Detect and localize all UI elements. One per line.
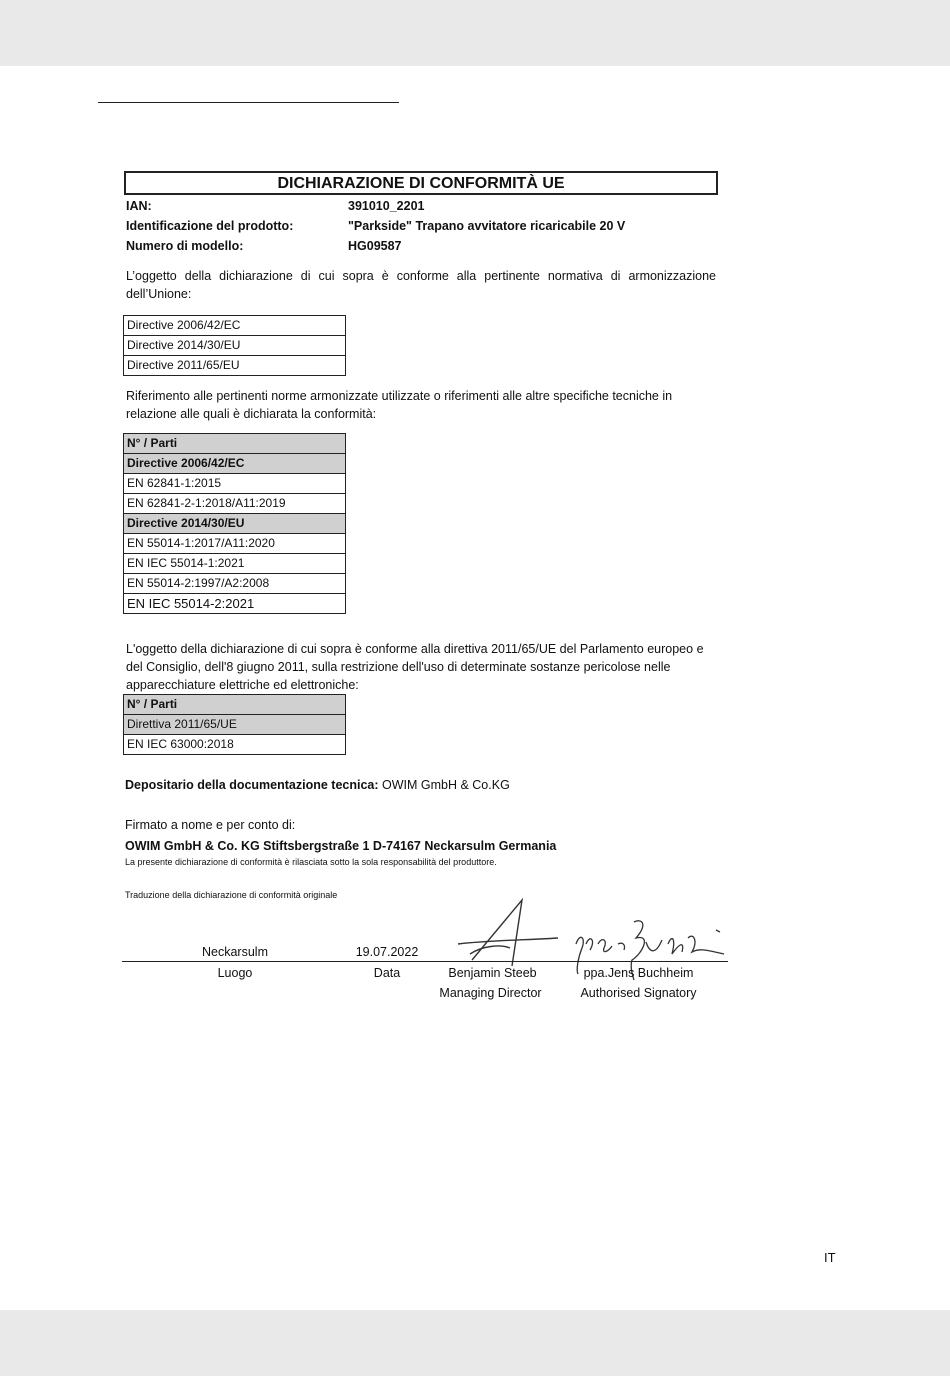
table-cell: EN 55014-1:2017/A11:2020 [124,534,346,554]
depositary-value: OWIM GmbH & Co.KG [378,778,510,792]
place-label: Luogo [217,966,253,980]
signature-line [122,961,728,962]
ian-label: IAN: [126,199,152,213]
table-row [124,695,346,715]
conformity-paragraph: L’oggetto della dichiarazione di cui sopra è conforme alla pertinente normativa di armonizzazione dell’Unione: [126,269,716,301]
table-header-cell: Directive 2006/42/EC [124,454,346,474]
table-row [124,316,346,336]
standards-table [123,433,346,614]
table-row [124,554,346,574]
table-row [124,594,346,614]
table-cell: Directive 2014/30/EU [124,336,346,356]
date-value: 19.07.2022 [355,945,419,959]
table-row [124,534,346,554]
directives-table [123,315,346,376]
company-address: OWIM GmbH & Co. KG Stiftsbergstraße 1 D-74167 Neckarsulm Germania [125,839,557,853]
table-row [124,574,346,594]
signed-for-text: Firmato a nome e per conto di: [125,818,296,832]
table-cell: EN IEC 55014-1:2021 [124,554,346,574]
table-header-cell: Direttiva 2011/65/UE [124,715,346,735]
table-row [124,735,346,755]
table-row [124,434,346,454]
translation-note: Traduzione della dichiarazione di conformità originale [125,890,338,900]
table-row [124,494,346,514]
table-header-cell: Directive 2014/30/EU [124,514,346,534]
depositary-label: Depositario della documentazione tecnica: [125,778,379,792]
table-header-cell: N° / Parti [124,434,346,454]
date-label: Data [373,966,401,980]
table-row [124,715,346,735]
table-cell: EN 62841-1:2015 [124,474,346,494]
top-rule [98,102,399,103]
model-value: HG09587 [348,239,402,253]
product-value: "Parkside" Trapano avvitatore ricaricabile 20 V [348,219,626,233]
table-row [124,454,346,474]
rohs-table [123,694,346,755]
table-header-cell: N° / Parti [124,695,346,715]
table-row [124,514,346,534]
signer1-role: Managing Director [439,986,542,1000]
standards-paragraph: Riferimento alle pertinenti norme armonizzate utilizzate o riferimenti alle altre specifiche tecniche in relazione alle quali è dichiarata la conformità: [126,389,673,421]
model-label: Numero di modello: [126,239,244,253]
table-cell: EN 55014-2:1997/A2:2008 [124,574,346,594]
depositary-line [125,776,510,794]
table-row [124,336,346,356]
table-cell: Directive 2006/42/EC [124,316,346,336]
product-label: Identificazione del prodotto: [126,219,294,233]
table-cell: EN IEC 55014-2:2021 [124,594,346,614]
table-cell: Directive 2011/65/EU [124,356,346,376]
signer1-name: Benjamin Steeb [448,966,537,980]
rohs-paragraph: L'oggetto della dichiarazione di cui sopra è conforme alla direttiva 2011/65/UE del Parlamento europeo e del Consiglio, dell'8 giugno 2011, sulla restrizione dell'uso di determinate sostanze pericolose nelle apparecchiature elettriche ed elettroniche: [126,642,704,692]
signature-steeb [440,896,570,976]
signer2-name: ppa.Jens Buchheim [583,966,694,980]
table-cell: EN IEC 63000:2018 [124,735,346,755]
table-row [124,356,346,376]
document-title: DICHIARAZIONE DI CONFORMITÀ UE [124,171,718,195]
language-code: IT [824,1250,836,1265]
responsibility-note: La presente dichiarazione di conformità è rilasciata sotto la sola responsabilità del produttore. [125,857,497,867]
table-row [124,474,346,494]
place-value: Neckarsulm [202,945,268,959]
document-page [0,66,950,1310]
table-cell: EN 62841-2-1:2018/A11:2019 [124,494,346,514]
ian-value: 391010_2201 [348,199,425,213]
signer2-role: Authorised Signatory [580,986,697,1000]
